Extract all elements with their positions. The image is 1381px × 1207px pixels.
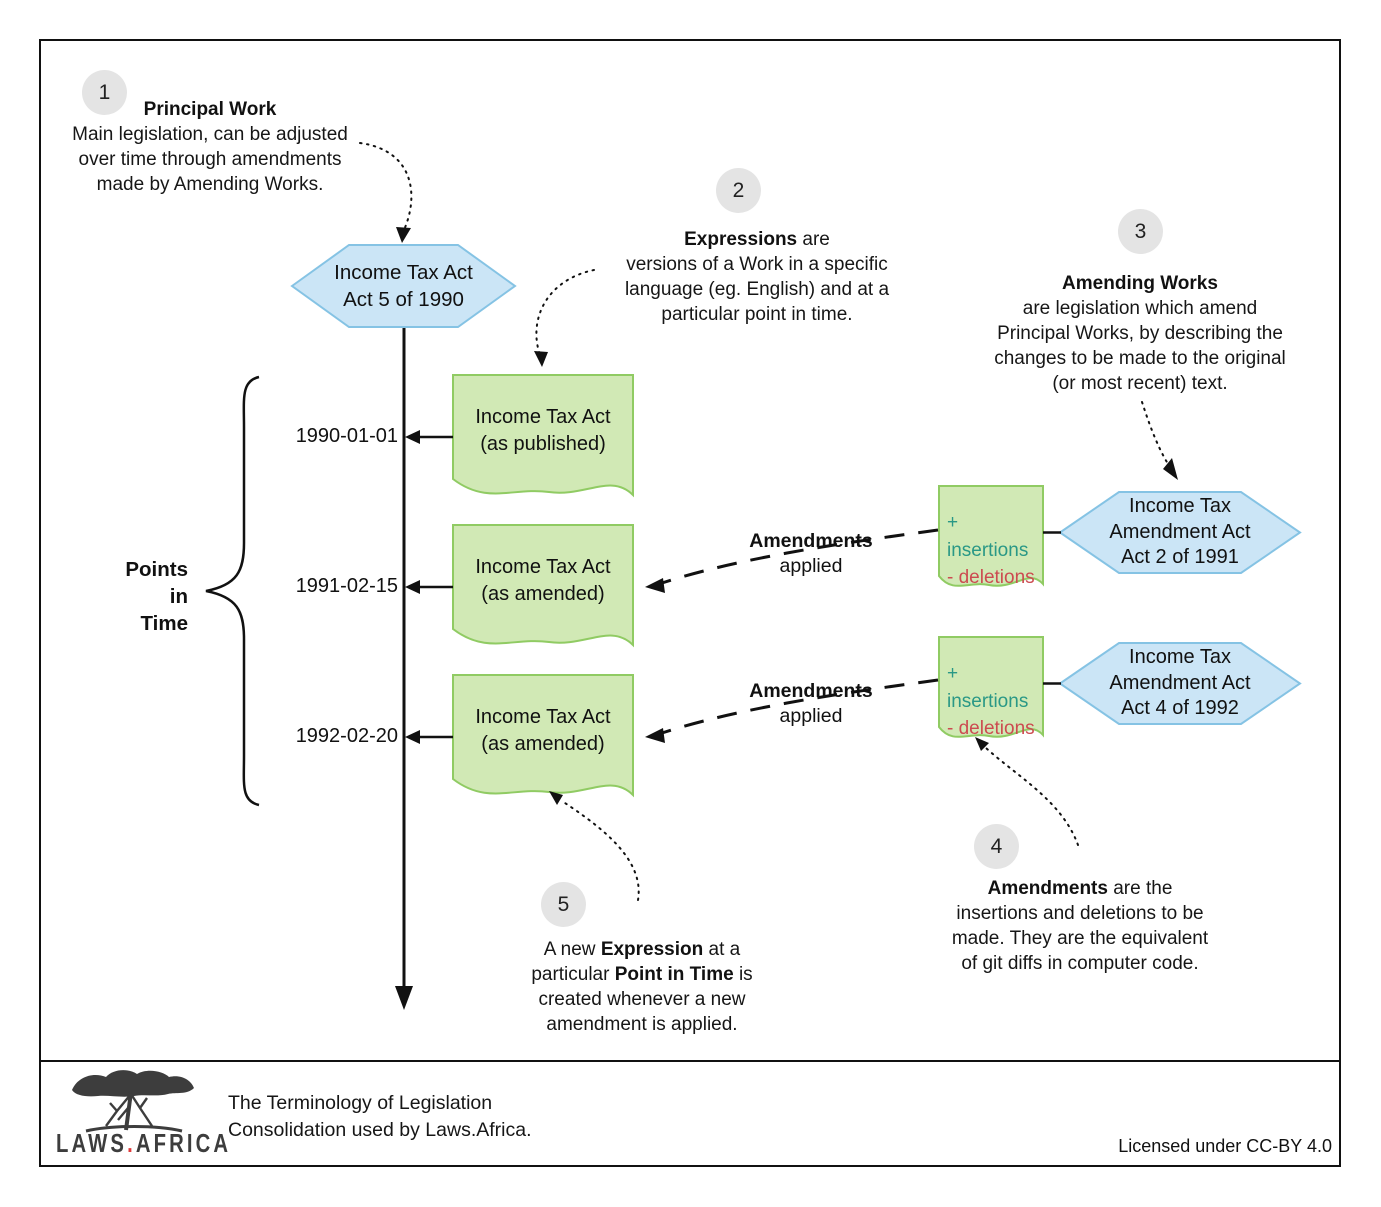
- amending-work-hexagon-1992-label: [1060, 643, 1300, 724]
- expression-doc-line: (as amended): [481, 582, 605, 605]
- amendments-applied-label-1991: [730, 529, 892, 579]
- note-2-title: Expressions: [684, 229, 798, 250]
- note-3-line: (or most recent) text.: [1052, 373, 1228, 394]
- insertions-label: + insertions: [947, 512, 1029, 561]
- expression-doc-line: Income Tax Act: [475, 405, 611, 428]
- doc-to-timeline-arrow-1990: [405, 430, 453, 444]
- insertions-label: + insertions: [947, 663, 1029, 712]
- note-3-amending-works: [985, 271, 1295, 396]
- points-label-line: Points: [125, 558, 188, 581]
- note-3-line: Principal Works, by describing the: [997, 323, 1283, 344]
- amending-work-line: Income Tax: [1129, 495, 1231, 518]
- expression-doc-line: Income Tax Act: [475, 705, 611, 728]
- points-label-line: Time: [140, 612, 188, 635]
- note-2-expressions: [607, 227, 907, 327]
- note-4-title: Amendments: [987, 878, 1108, 899]
- note-2-line: versions of a Work in a specific: [626, 254, 888, 275]
- expression-doc-1991-label: [453, 528, 633, 633]
- note-3-line: changes to be made to the original: [994, 348, 1286, 369]
- logo-laws: LAWS: [56, 1128, 128, 1158]
- laws-africa-logo-text: [56, 1128, 231, 1159]
- note-1-line: Main legislation, can be adjusted: [72, 124, 348, 145]
- amendments-applied-label-1992: [730, 679, 892, 729]
- note-4-amendments: [930, 876, 1230, 976]
- note-3-title: Amending Works: [1062, 273, 1218, 294]
- note-circle-5: [541, 882, 586, 927]
- note-5-line: particular: [531, 964, 615, 985]
- doc-to-timeline-arrow-1992: [405, 730, 453, 744]
- note-4-line: made. They are the equivalent: [951, 928, 1209, 949]
- note-number-2: 2: [732, 178, 745, 202]
- note-5-line: A new: [543, 939, 601, 960]
- note-5-line: at a: [703, 939, 741, 960]
- note-3-line: are legislation which amend: [1022, 298, 1258, 319]
- caption-line: The Terminology of Legislation: [228, 1092, 493, 1114]
- note-number-5: 5: [557, 892, 570, 916]
- note-1-principal-work: [60, 97, 360, 197]
- note-4-line: are the: [1107, 878, 1173, 899]
- laws-africa-tree-logo-icon: [72, 1070, 194, 1131]
- footer-divider: [41, 1060, 1339, 1062]
- note-number-4: 4: [990, 834, 1003, 858]
- note-5-new-expression: [494, 937, 790, 1037]
- note-pointer-2-icon: [534, 270, 594, 367]
- amending-work-line: Act 4 of 1992: [1121, 697, 1239, 720]
- note-circle-4: [974, 824, 1019, 869]
- principal-work-line: Act 5 of 1990: [343, 288, 464, 311]
- amending-work-line: Amendment Act: [1109, 520, 1251, 543]
- principal-work-hexagon-label: [292, 245, 515, 327]
- amending-work-line: Act 2 of 1991: [1121, 546, 1239, 569]
- note-4-line: insertions and deletions to be: [956, 903, 1204, 924]
- note-number-3: 3: [1134, 219, 1147, 243]
- license-label: Licensed under CC-BY 4.0: [1118, 1136, 1332, 1156]
- logo-dot: .: [127, 1128, 136, 1158]
- expression-doc-line: (as amended): [481, 732, 605, 755]
- amending-work-line: Amendment Act: [1109, 671, 1251, 694]
- diagram-caption: [228, 1090, 532, 1144]
- date-label-1990: 1990-01-01: [295, 425, 398, 447]
- amendments-applied-rest: applied: [779, 705, 843, 727]
- note-1-line: made by Amending Works.: [96, 174, 324, 195]
- points-in-time-brace: [206, 377, 259, 805]
- amendments-applied-rest: applied: [779, 555, 843, 577]
- note-5-bold: Point in Time: [614, 964, 734, 985]
- expression-doc-1992-label: [453, 678, 633, 783]
- deletions-label: - deletions: [947, 567, 1035, 588]
- note-5-line: is: [733, 964, 753, 985]
- note-circle-3: [1118, 209, 1163, 254]
- points-label-line: in: [169, 585, 188, 608]
- note-number-1: 1: [98, 80, 111, 104]
- doc-to-timeline-arrow-1991: [405, 580, 453, 594]
- amendment-diff-label-1992: [939, 660, 1039, 743]
- timeline-arrowhead-icon: [395, 986, 413, 1010]
- note-2-line: particular point in time.: [661, 304, 853, 325]
- amendments-applied-bold: Amendments: [749, 530, 873, 552]
- amending-work-hexagon-1991-label: [1060, 492, 1300, 573]
- deletions-label: - deletions: [947, 718, 1035, 739]
- note-1-title: Principal Work: [143, 99, 277, 120]
- note-5-line: amendment is applied.: [546, 1014, 738, 1035]
- note-pointer-1-icon: [360, 143, 411, 243]
- expression-doc-line: (as published): [480, 432, 606, 455]
- logo-africa: AFRICA: [135, 1128, 232, 1158]
- amending-work-line: Income Tax: [1129, 646, 1231, 669]
- note-2-line: are: [797, 229, 830, 250]
- date-label-1991: 1991-02-15: [295, 575, 398, 597]
- date-label-1992: 1992-02-20: [295, 725, 398, 747]
- points-in-time-label: [88, 556, 188, 637]
- expression-doc-line: Income Tax Act: [475, 555, 611, 578]
- note-circle-2: [716, 168, 761, 213]
- principal-work-line: Income Tax Act: [334, 261, 473, 284]
- caption-line: Consolidation used by Laws.Africa.: [228, 1119, 532, 1141]
- note-5-bold: Expression: [600, 939, 704, 960]
- note-4-line: of git diffs in computer code.: [961, 953, 1199, 974]
- expression-doc-1990-label: [453, 378, 633, 483]
- amendment-diff-label-1991: [939, 509, 1039, 592]
- note-pointer-3-icon: [1142, 402, 1178, 480]
- note-2-line: language (eg. English) and at a: [624, 279, 890, 300]
- note-1-line: over time through amendments: [78, 149, 342, 170]
- note-5-line: created whenever a new: [538, 989, 746, 1010]
- amendments-applied-bold: Amendments: [749, 680, 873, 702]
